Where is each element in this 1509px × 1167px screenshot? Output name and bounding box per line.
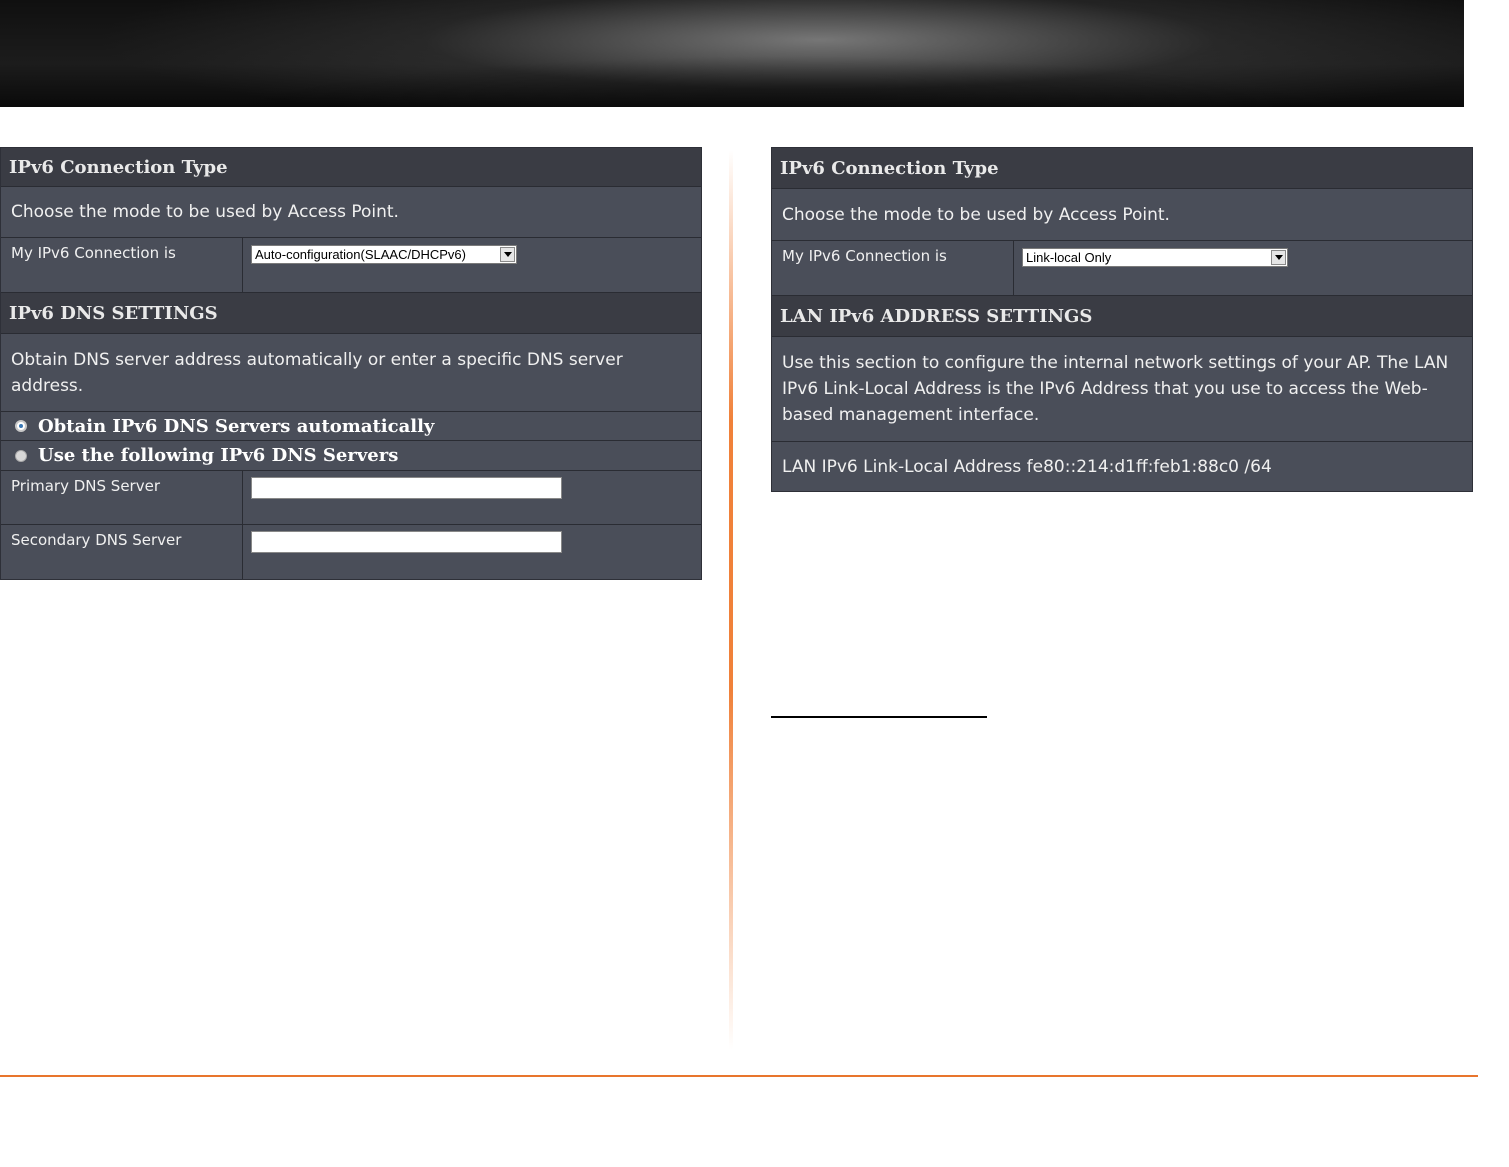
connection-type-description: Choose the mode to be used by Access Point.: [1, 187, 701, 238]
connection-type-select[interactable]: [1022, 248, 1288, 267]
connection-type-description: Choose the mode to be used by Access Point.: [772, 189, 1472, 241]
connection-type-select[interactable]: [251, 245, 517, 264]
connection-type-header: IPv6 Connection Type: [772, 148, 1472, 189]
connection-type-select-value: Auto-configuration(SLAAC/DHCPv6): [255, 247, 466, 262]
primary-dns-row: [1, 471, 701, 525]
right-settings-panel: [771, 147, 1473, 492]
dns-manual-label: Use the following IPv6 DNS Servers: [38, 445, 399, 466]
radio-selected-icon[interactable]: [15, 420, 27, 432]
connection-label: My IPv6 Connection is: [1, 238, 243, 292]
chevron-down-icon[interactable]: [500, 247, 515, 262]
dns-manual-option[interactable]: [1, 441, 701, 471]
dns-settings-description: Obtain DNS server address automatically or enter a specific DNS server address.: [1, 334, 701, 412]
vertical-divider: [729, 150, 733, 1050]
chevron-down-icon[interactable]: [1271, 250, 1286, 265]
primary-dns-label: Primary DNS Server: [1, 471, 243, 524]
header-banner: [0, 0, 1464, 107]
lan-settings-description: Use this section to configure the internal network settings of your AP. The LAN IPv6 Link-Local Address is the IPv6 Address that you use to access the Web-based management interface.: [772, 337, 1472, 442]
connection-row: [772, 241, 1472, 296]
primary-dns-input[interactable]: [251, 477, 562, 499]
secondary-dns-label: Secondary DNS Server: [1, 525, 243, 579]
secondary-dns-input[interactable]: [251, 531, 562, 553]
dns-auto-option[interactable]: [1, 412, 701, 441]
connection-type-select-value: Link-local Only: [1026, 250, 1112, 265]
section-underline: [771, 716, 987, 718]
dns-settings-header: IPv6 DNS SETTINGS: [1, 293, 701, 334]
footer-divider: [0, 1075, 1478, 1077]
left-settings-panel: [0, 147, 702, 580]
connection-row: [1, 238, 701, 293]
connection-label: My IPv6 Connection is: [772, 241, 1014, 295]
dns-auto-label: Obtain IPv6 DNS Servers automatically: [38, 415, 435, 437]
lan-link-local-address: LAN IPv6 Link-Local Address fe80::214:d1ff:feb1:88c0 /64: [782, 456, 1272, 477]
lan-settings-header: LAN IPv6 ADDRESS SETTINGS: [772, 296, 1472, 337]
connection-type-header: IPv6 Connection Type: [1, 148, 701, 187]
radio-unselected-icon[interactable]: [15, 450, 27, 462]
secondary-dns-row: [1, 525, 701, 579]
